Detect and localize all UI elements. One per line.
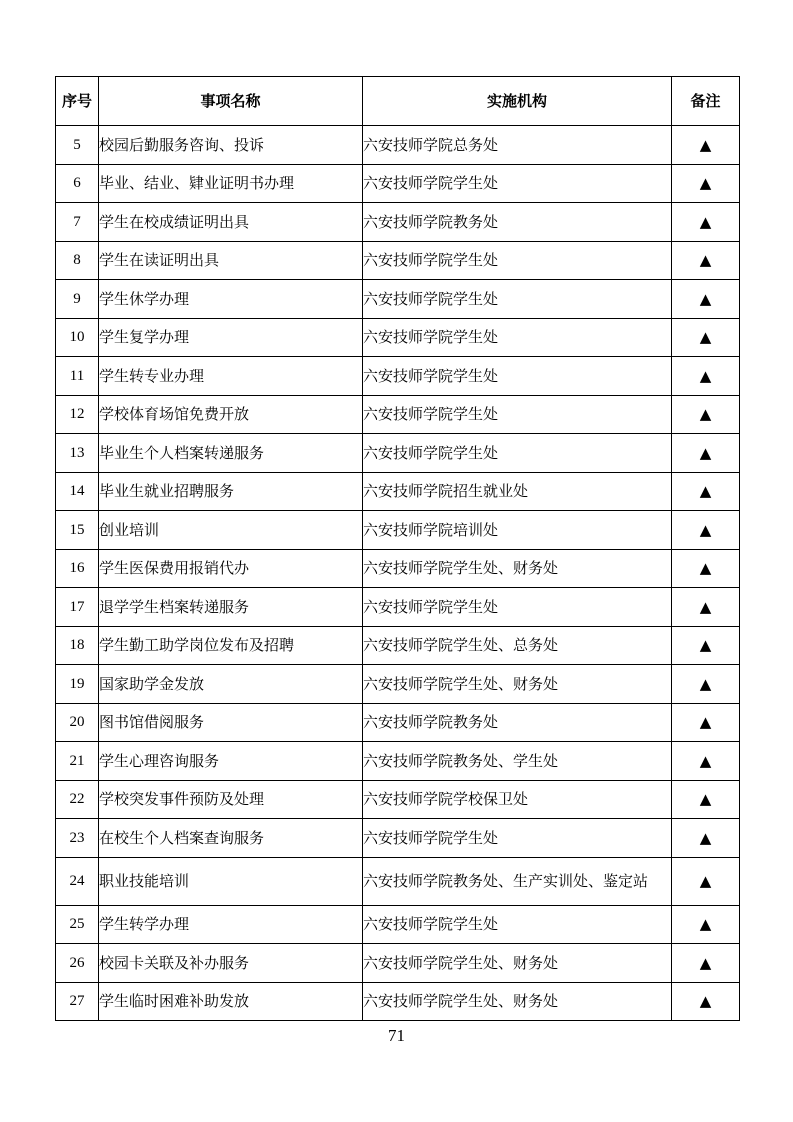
table-row [56,126,740,165]
cell-org: 六安技师学院招生就业处 [363,472,672,511]
triangle-icon: ▲ [672,665,740,704]
cell-name: 学生在校成绩证明出具 [99,203,363,242]
table-row [56,511,740,550]
cell-name: 学生复学办理 [99,318,363,357]
services-table [55,76,740,1021]
cell-seq: 5 [56,126,99,165]
cell-org: 六安技师学院学生处 [363,357,672,396]
cell-seq: 18 [56,626,99,665]
triangle-icon: ▲ [672,318,740,357]
table-header-row [56,77,740,126]
cell-org: 六安技师学院学生处 [363,434,672,473]
cell-seq: 10 [56,318,99,357]
table-row [56,703,740,742]
cell-name: 毕业生个人档案转递服务 [99,434,363,473]
cell-org: 六安技师学院总务处 [363,126,672,165]
cell-org: 六安技师学院教务处 [363,703,672,742]
cell-seq: 19 [56,665,99,704]
triangle-icon: ▲ [672,241,740,280]
triangle-icon: ▲ [672,395,740,434]
header-name: 事项名称 [99,77,363,126]
triangle-icon: ▲ [672,472,740,511]
triangle-icon: ▲ [672,511,740,550]
cell-name: 职业技能培训 [99,857,363,905]
cell-org: 六安技师学院培训处 [363,511,672,550]
triangle-icon: ▲ [672,203,740,242]
cell-org: 六安技师学院学生处 [363,588,672,627]
table-row [56,905,740,944]
table-row [56,395,740,434]
triangle-icon: ▲ [672,944,740,983]
cell-org: 六安技师学院学生处 [363,241,672,280]
cell-name: 学生转学办理 [99,905,363,944]
table-row [56,203,740,242]
cell-seq: 8 [56,241,99,280]
triangle-icon: ▲ [672,703,740,742]
table-row [56,588,740,627]
cell-seq: 13 [56,434,99,473]
triangle-icon: ▲ [672,434,740,473]
table-row [56,549,740,588]
cell-name: 在校生个人档案查询服务 [99,819,363,858]
triangle-icon: ▲ [672,626,740,665]
triangle-icon: ▲ [672,588,740,627]
cell-name: 图书馆借阅服务 [99,703,363,742]
page-number: 71 [388,1026,405,1045]
cell-seq: 27 [56,982,99,1021]
table-row [56,665,740,704]
header-seq: 序号 [56,77,99,126]
cell-seq: 24 [56,857,99,905]
cell-name: 国家助学金发放 [99,665,363,704]
table-row [56,982,740,1021]
cell-seq: 11 [56,357,99,396]
cell-seq: 26 [56,944,99,983]
triangle-icon: ▲ [672,164,740,203]
cell-name: 学生转专业办理 [99,357,363,396]
cell-name: 学生心理咨询服务 [99,742,363,781]
table-row [56,780,740,819]
header-org: 实施机构 [363,77,672,126]
cell-seq: 25 [56,905,99,944]
table-row [56,357,740,396]
triangle-icon: ▲ [672,126,740,165]
table-row [56,280,740,319]
cell-org: 六安技师学院学生处 [363,395,672,434]
cell-org: 六安技师学院学生处、财务处 [363,944,672,983]
triangle-icon: ▲ [672,982,740,1021]
table-row [56,164,740,203]
cell-seq: 22 [56,780,99,819]
cell-org: 六安技师学院教务处 [363,203,672,242]
cell-org: 六安技师学院学生处 [363,905,672,944]
table-row [56,472,740,511]
triangle-icon: ▲ [672,819,740,858]
cell-seq: 14 [56,472,99,511]
cell-org: 六安技师学院教务处、学生处 [363,742,672,781]
table-row [56,857,740,905]
cell-name: 学校体育场馆免费开放 [99,395,363,434]
cell-org: 六安技师学院学校保卫处 [363,780,672,819]
cell-org: 六安技师学院学生处 [363,318,672,357]
triangle-icon: ▲ [672,549,740,588]
cell-org: 六安技师学院教务处、生产实训处、鉴定站 [363,857,672,905]
cell-org: 六安技师学院学生处、总务处 [363,626,672,665]
cell-org: 六安技师学院学生处、财务处 [363,665,672,704]
cell-name: 学生临时困难补助发放 [99,982,363,1021]
cell-name: 退学学生档案转递服务 [99,588,363,627]
table-row [56,742,740,781]
cell-seq: 9 [56,280,99,319]
triangle-icon: ▲ [672,280,740,319]
cell-name: 毕业生就业招聘服务 [99,472,363,511]
triangle-icon: ▲ [672,905,740,944]
cell-name: 学生在读证明出具 [99,241,363,280]
triangle-icon: ▲ [672,857,740,905]
cell-name: 毕业、结业、肄业证明书办理 [99,164,363,203]
cell-org: 六安技师学院学生处 [363,164,672,203]
cell-org: 六安技师学院学生处 [363,819,672,858]
cell-seq: 21 [56,742,99,781]
cell-seq: 6 [56,164,99,203]
cell-name: 创业培训 [99,511,363,550]
header-note: 备注 [672,77,740,126]
cell-org: 六安技师学院学生处、财务处 [363,549,672,588]
cell-name: 学生医保费用报销代办 [99,549,363,588]
cell-seq: 17 [56,588,99,627]
cell-seq: 15 [56,511,99,550]
table-row [56,819,740,858]
cell-org: 六安技师学院学生处 [363,280,672,319]
cell-org: 六安技师学院学生处、财务处 [363,982,672,1021]
cell-seq: 12 [56,395,99,434]
triangle-icon: ▲ [672,742,740,781]
cell-name: 学生勤工助学岗位发布及招聘 [99,626,363,665]
table-row [56,626,740,665]
cell-seq: 23 [56,819,99,858]
triangle-icon: ▲ [672,357,740,396]
cell-name: 学生休学办理 [99,280,363,319]
cell-name: 校园后勤服务咨询、投诉 [99,126,363,165]
table-row [56,944,740,983]
cell-seq: 20 [56,703,99,742]
table-row [56,318,740,357]
triangle-icon: ▲ [672,780,740,819]
table-row [56,434,740,473]
table-row [56,241,740,280]
cell-seq: 16 [56,549,99,588]
cell-seq: 7 [56,203,99,242]
cell-name: 校园卡关联及补办服务 [99,944,363,983]
cell-name: 学校突发事件预防及处理 [99,780,363,819]
